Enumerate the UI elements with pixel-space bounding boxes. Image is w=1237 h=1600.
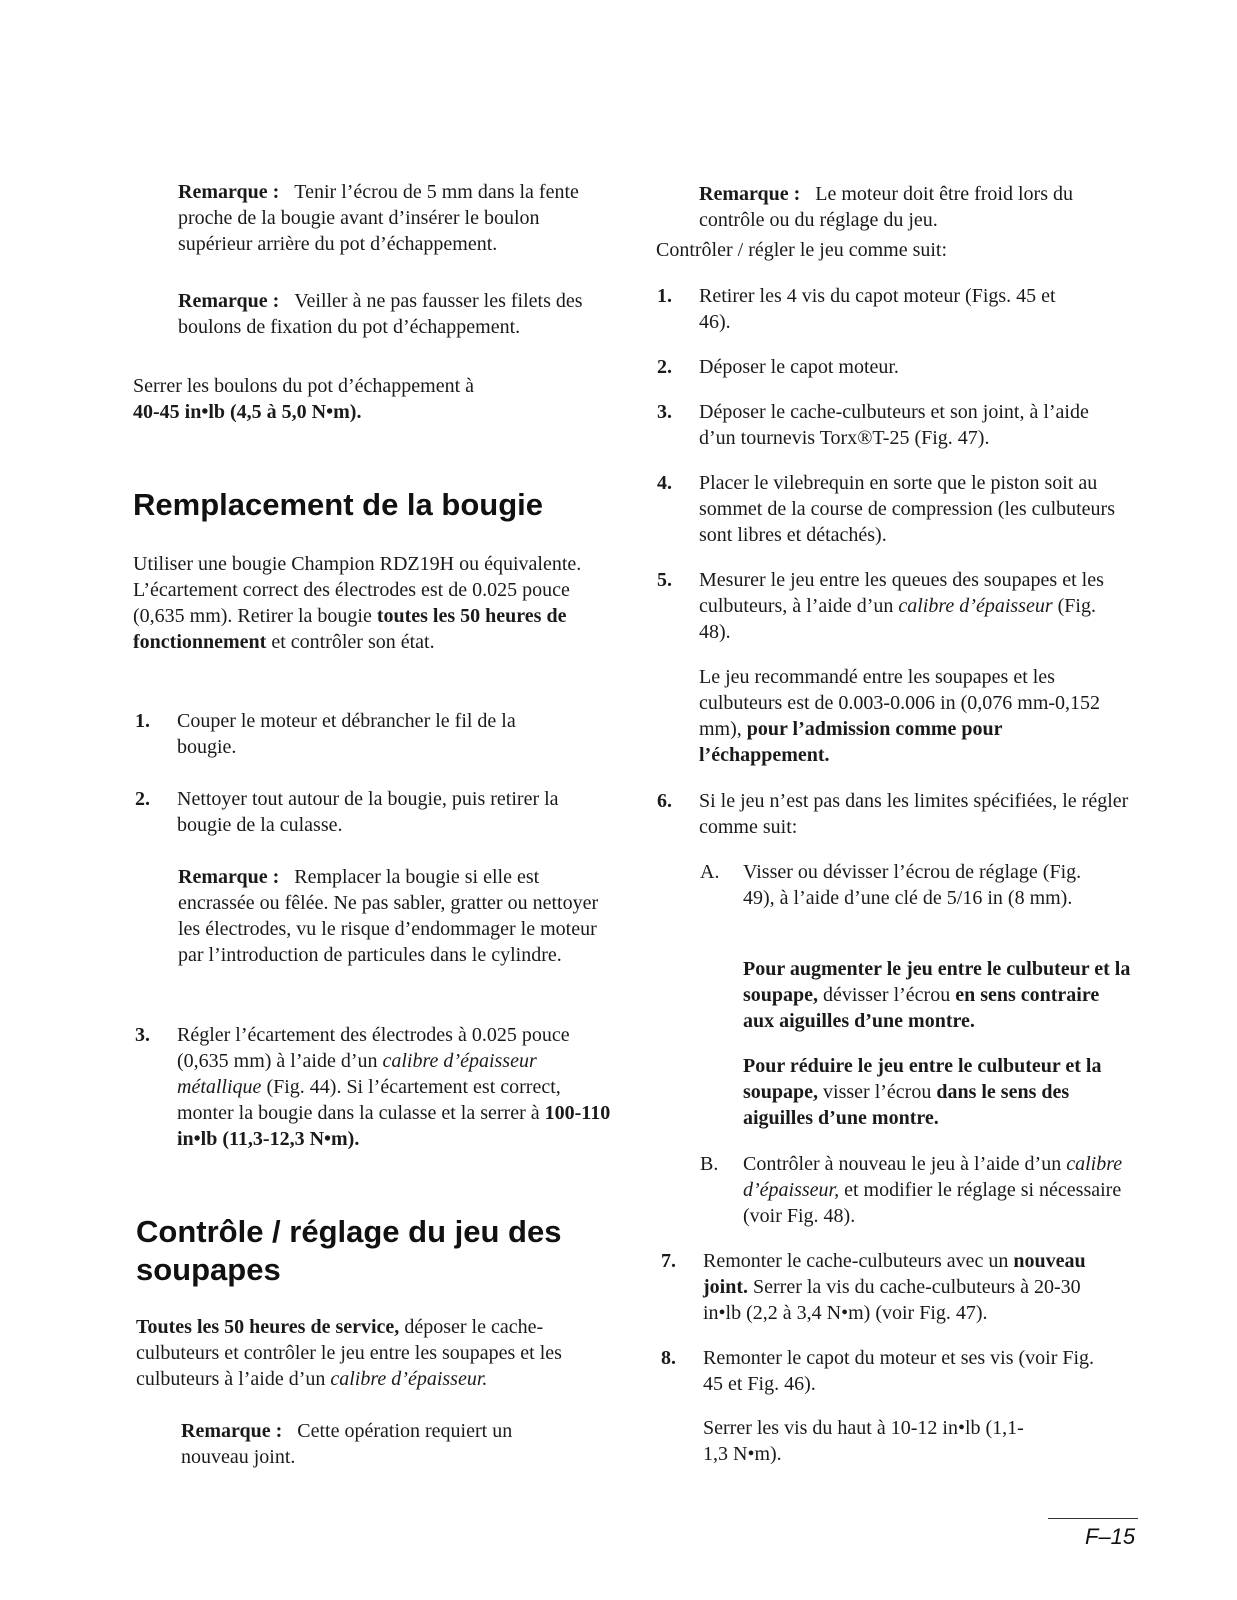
step-number: 3.	[135, 1024, 150, 1046]
note-text: Tenir l’écrou de 5 mm dans la fente proche de la bougie avant d’insérer le boulon supérieur arrière du pot d’échappement.	[178, 181, 579, 255]
substep-text	[743, 1151, 1143, 1229]
bold-text: en sens contraire aux aiguilles d’une montre.	[743, 984, 1100, 1032]
screw-torque: Serrer les vis du haut à 10-12 in•lb (1,1-1,3 N•m).	[703, 1417, 1024, 1465]
section-title-spark-plug: Remplacement de la bougie	[133, 487, 543, 522]
step-number: 3.	[657, 401, 672, 423]
step-text-b: (Fig. 44). Si l’écartement est correct, monter la bougie dans la culasse et la serrer à	[177, 1076, 561, 1124]
title-line-1: Contrôle / réglage du jeu des	[136, 1214, 562, 1249]
note-label: Remarque :	[178, 866, 280, 888]
valve-intro	[136, 1314, 616, 1392]
footer-rule	[1048, 1518, 1138, 1519]
step-text	[699, 567, 1129, 645]
note-text: Veiller à ne pas fausser les filets des boulons de fixation du pot d’échappement.	[178, 290, 583, 338]
note-label: Remarque :	[178, 181, 280, 203]
step-text-a: Mesurer le jeu entre les queues des soupapes et les culbuteurs, à l’aide d’un	[699, 569, 1104, 617]
step-text-bold: 100-110 in•lb (11,3-12,3 N•m).	[177, 1102, 611, 1150]
substep-text-b: et modifier le réglage si nécessaire (voir Fig. 48).	[743, 1179, 1122, 1227]
note-1	[178, 179, 618, 257]
step-text-italic: calibre d’épaisseur	[898, 595, 1053, 617]
substep-text-a: Contrôler à nouveau le jeu à l’aide d’un	[743, 1153, 1062, 1175]
page-number: F–15	[1085, 1524, 1136, 1549]
note-right-1	[699, 181, 1119, 233]
note-3	[178, 864, 618, 968]
spec-bold: pour l’admission comme pour l’échappement.	[699, 718, 1003, 766]
substep-letter: A.	[700, 861, 720, 883]
step-text-b: (Fig. 48).	[699, 595, 1096, 643]
intro-text-end: et contrôler son état.	[271, 631, 435, 653]
intro-bold: Toutes les 50 heures de service,	[136, 1316, 400, 1338]
step-text-italic: calibre d’épaisseur métallique	[177, 1050, 537, 1098]
step-number: 1.	[135, 710, 150, 732]
bold-text: Pour augmenter le jeu entre le culbuteur et la soupape,	[743, 958, 1131, 1006]
step-text-b: Serrer la vis du cache-culbuteurs à 20-30 in•lb (2,2 à 3,4 N•m) (voir Fig. 47).	[703, 1276, 1081, 1324]
step-text: Remonter le capot du moteur et ses vis (voir Fig. 45 et Fig. 46).	[703, 1347, 1095, 1395]
step-number: 2.	[135, 788, 150, 810]
step-number: 4.	[657, 472, 672, 494]
section-title-valve	[136, 1213, 561, 1289]
clearance-spec	[699, 664, 1119, 768]
step-number: 2.	[657, 356, 672, 378]
step-text: Nettoyer tout autour de la bougie, puis retirer la bougie de la culasse.	[177, 788, 559, 836]
note-text: Le moteur doit être froid lors du contrôle ou du réglage du jeu.	[699, 183, 1073, 231]
note-text: Remplacer la bougie si elle est encrassée ou fêlée. Ne pas sabler, gratter ou nettoyer les électrodes, vu le risque d’endommager le moteur par l’introduction de particules dans le cylindre.	[178, 866, 599, 966]
step-number: 7.	[661, 1250, 676, 1272]
bold-text: Pour réduire le jeu entre le culbuteur et la soupape,	[743, 1055, 1102, 1103]
substep-letter: B.	[700, 1153, 719, 1175]
step-text: Si le jeu n’est pas dans les limites spécifiées, le régler comme suit:	[699, 790, 1129, 838]
intro-bold: toutes les 50 heures de fonctionnement	[133, 605, 567, 653]
step-text: Placer le vilebrequin en sorte que le piston soit au sommet de la course de compression (les culbuteurs sont libres et détachés).	[699, 472, 1115, 546]
plain-text: visser l’écrou	[823, 1081, 932, 1103]
torque-value: 40-45 in•lb (4,5 à 5,0 N•m).	[133, 401, 362, 423]
title-line-2: soupapes	[136, 1252, 281, 1287]
note-label: Remarque :	[181, 1420, 283, 1442]
note-label: Remarque :	[178, 290, 280, 312]
note-2	[178, 288, 598, 340]
torque-intro: Serrer les boulons du pot d’échappement à	[133, 375, 475, 397]
step-text: Déposer le cache-culbuteurs et son joint, à l’aide d’un tournevis Torx®T-25 (Fig. 47).	[699, 401, 1089, 449]
step-text: Déposer le capot moteur.	[699, 356, 899, 378]
intro-text: déposer le cache-culbuteurs et contrôler le jeu entre les soupapes et les culbuteurs à l’aide d’un	[136, 1316, 562, 1390]
step-text-a: Régler l’écartement des électrodes à 0.025 pouce (0,635 mm) à l’aide d’un	[177, 1024, 570, 1072]
intro-text: Utiliser une bougie Champion RDZ19H ou équivalente. L’écartement correct des électrodes est de 0.025 pouce (0,635 mm). Retirer la bougie	[133, 553, 582, 627]
note-4	[181, 1418, 571, 1470]
step-number: 1.	[657, 285, 672, 307]
step-text-a: Remonter le cache-culbuteurs avec un	[703, 1250, 1009, 1272]
increase-clearance	[743, 956, 1133, 1034]
step-text	[703, 1248, 1123, 1326]
substep-italic: calibre d’épaisseur,	[743, 1153, 1123, 1201]
bold-text: dans le sens des aiguilles d’une montre.	[743, 1081, 1070, 1129]
substep-text: Visser ou dévisser l’écrou de réglage (Fig. 49), à l’aide d’une clé de 5/16 in (8 mm).	[743, 861, 1082, 909]
step-text: Couper le moteur et débrancher le fil de la bougie.	[177, 710, 516, 758]
procedure-intro: Contrôler / régler le jeu comme suit:	[656, 239, 948, 261]
step-text-bold: nouveau joint.	[703, 1250, 1086, 1298]
note-text: Cette opération requiert un nouveau joint.	[181, 1420, 513, 1468]
step-number: 8.	[661, 1347, 676, 1369]
step-number: 5.	[657, 569, 672, 591]
step-number: 6.	[657, 790, 672, 812]
decrease-clearance	[743, 1053, 1133, 1131]
intro-italic: calibre d’épaisseur.	[330, 1368, 488, 1390]
step-text: Retirer les 4 vis du capot moteur (Figs. 45 et 46).	[699, 285, 1056, 333]
spark-plug-intro	[133, 551, 603, 655]
plain-text: dévisser l’écrou	[823, 984, 951, 1006]
spec-text: Le jeu recommandé entre les soupapes et les culbuteurs est de 0.003-0.006 in (0,076 mm-0,152 mm),	[699, 666, 1101, 740]
note-label: Remarque :	[699, 183, 801, 205]
step-text	[177, 1022, 617, 1152]
